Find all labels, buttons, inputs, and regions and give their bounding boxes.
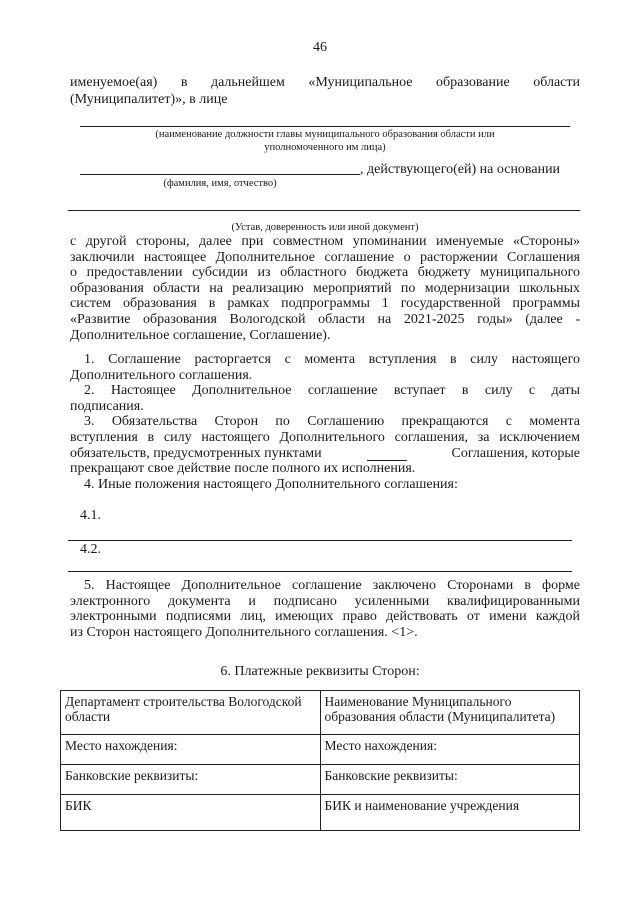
body-line: «Развитие образования Вологодской области на 2021-2025 годы» (далее - [70,311,580,327]
item-5-line: электронного документа и подписано усиленными квалифицированными [70,593,580,609]
item-2-line: 2. Настоящее Дополнительное соглашение вступает в силу с даты [84,383,580,399]
item-3-line: 3. Обязательства Сторон по Соглашению прекращаются с момента [84,414,580,430]
body-line: с другой стороны, далее при совместном упоминании именуемые «Стороны» [70,234,580,249]
item-4-2-label: 4.2. [80,542,101,557]
item-3-line: прекращают свое действие после полного их исполнения. [70,461,416,477]
blank-line-4-1 [68,540,572,541]
hint-basis: (Устав, доверенность или иной документ) [231,222,419,233]
intro-word: дальнейшем [210,75,285,90]
item-2-line: подписания. [70,398,144,414]
hint-fio: (фамилия, имя, отчество) [163,178,277,189]
item-3-line: вступления в силу настоящего Дополнительного соглашения, за исключением [70,429,580,445]
body-line: систем образования в рамках подпрограммы 1 государственной программы [70,296,580,312]
table-cell: Наименование Муниципального образования области (Муниципалитета) [320,691,580,735]
item-3-text: Соглашения, которые [451,445,580,461]
intro-line-1 [70,75,580,91]
body-line: Дополнительное соглашение, Соглашение). [70,327,331,343]
blank-points-field [367,448,407,461]
item-1-line: Дополнительного соглашения. [70,367,253,383]
table-cell: Департамент строительства Вологодской области [61,691,321,735]
item-3-line [70,446,580,462]
item-5-line: электронными подписями лиц, имеющих право действовать от имени каждой [70,609,580,625]
body-line: образования области на реализацию мероприятий по модернизации школьных [70,280,580,296]
section-6-title: 6. Платежные реквизиты Сторон: [220,664,420,679]
table-row [61,795,580,831]
table-cell: Место нахождения: [61,735,321,765]
hint-official-1: (наименование должности главы муниципального образования области или [155,129,495,140]
table-row [61,765,580,795]
blank-line-4-2 [68,571,572,572]
intro-word: в [180,75,188,90]
intro-word: образование [436,75,510,90]
item-1-line: 1. Соглашение расторгается с момента вступления в силу настоящего [84,352,580,367]
item-4-line: 4. Иные положения настоящего Дополнительного соглашения: [84,476,458,492]
blank-line-official [80,126,570,127]
table-cell: Банковские реквизиты: [320,765,580,795]
table-row [61,691,580,735]
hint-official-2: уполномоченного им лица) [264,142,386,153]
item-5-line: из Сторон настоящего Дополнительного соглашения. <1>. [70,624,418,640]
table-cell: Место нахождения: [320,735,580,765]
page-number: 46 [313,40,327,55]
items-block [70,352,580,492]
table-row [61,735,580,765]
intro-line-2: (Муниципалитет)», в лице [70,92,228,107]
blank-line-fio [80,174,360,175]
requisites-table [60,690,580,831]
blank-line-basis [68,210,580,211]
table-cell: БИК и наименование учреждения [320,795,580,831]
body-line: заключили настоящее Дополнительное соглашение о расторжении Соглашения [70,249,580,265]
table-cell: Банковские реквизиты: [61,765,321,795]
intro-word: области [533,75,580,90]
table-cell: БИК [61,795,321,831]
item-3-text: обязательств, предусмотренных пунктами [70,445,322,461]
acting-text: , действующего(ей) на основании [360,162,561,177]
item-5-block [70,578,580,640]
intro-word: именуемое(ая) [70,75,158,90]
item-5-line: 5. Настоящее Дополнительное соглашение заключено Сторонами в форме [84,578,580,593]
body-line: о предоставлении субсидии из областного бюджета бюджету муниципального [70,265,580,281]
body-paragraph [70,234,580,343]
item-4-1-label: 4.1. [80,508,101,523]
intro-word: «Муниципальное [308,75,413,90]
